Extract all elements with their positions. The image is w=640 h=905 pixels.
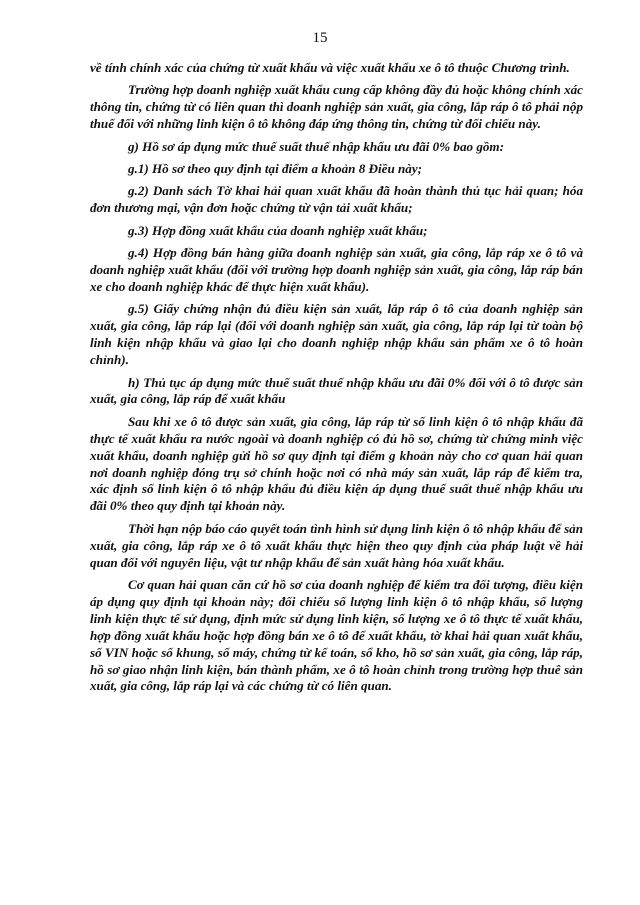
paragraph-after-production: Sau khi xe ô tô được sản xuất, gia công, lắp ráp từ số linh kiện ô tô nhập khẩu đã thực tế xuất khẩu ra nước ngoài và doanh nghiệp có đủ hồ sơ, chứng từ chứng minh việc xuất khẩu, doanh nghiệp gửi hồ sơ quy định tại điểm g khoản này cho cơ quan hải quan nơi doanh nghiệp đóng trụ sở chính hoặc nơi có nhà máy sản xuất, lắp ráp để kiểm tra, xác định số linh kiện ô tô nhập khẩu đủ điều kiện áp dụng thuế suất thuế nhập khẩu ưu đãi 0% theo quy định tại khoản này. — [90, 413, 583, 514]
paragraph-customs-verification: Cơ quan hải quan căn cứ hồ sơ của doanh nghiệp để kiểm tra đối tượng, điều kiện áp dụng quy định tại khoản này; đối chiếu số lượng linh kiện ô tô nhập khẩu, số lượng linh kiện thực tế sử dụng, định mức sử dụng linh kiện, số lượng xe ô tô thực tế xuất khẩu, hợp đồng xuất khẩu hoặc hợp đồng bán xe ô tô để xuất khẩu, tờ khai hải quan xuất khẩu, số VIN hoặc số khung, số máy, chứng từ kế toán, sổ kho, hồ sơ sản xuất, gia công, lắp ráp, hồ sơ giao nhận linh kiện, bán thành phẩm, xe ô tô hoàn chỉnh trong trường hợp thuê sản xuất, gia công, lắp ráp lại và các chứng từ có liên quan. — [90, 576, 583, 694]
page-number: 15 — [312, 30, 328, 46]
paragraph-g4: g.4) Hợp đồng bán hàng giữa doanh nghiệp sản xuất, gia công, lắp ráp xe ô tô và doanh nghiệp xuất khẩu (đối với trường hợp doanh nghiệp sản xuất, gia công, lắp ráp bán xe cho doanh nghiệp khác để thực hiện xuất khẩu). — [90, 245, 583, 294]
paragraph-g1: g.1) Hồ sơ theo quy định tại điểm a khoản 8 Điều này; — [128, 161, 423, 177]
paragraph-g2: g.2) Danh sách Tờ khai hải quan xuất khẩu đã hoàn thành thủ tục hải quan; hóa đơn thương mại, vận đơn hoặc chứng từ vận tải xuất khẩu; — [90, 183, 583, 216]
paragraph-g-heading: g) Hồ sơ áp dụng mức thuế suất thuế nhập khẩu ưu đãi 0% bao gồm: — [128, 138, 504, 154]
paragraph-continuation: về tính chính xác của chứng từ xuất khẩu và việc xuất khẩu xe ô tô thuộc Chương trình. — [90, 60, 570, 75]
document-body — [90, 60, 583, 701]
paragraph-g3: g.3) Hợp đồng xuất khẩu của doanh nghiệp xuất khẩu; — [128, 222, 428, 238]
paragraph-reporting-deadline: Thời hạn nộp báo cáo quyết toán tình hình sử dụng linh kiện ô tô nhập khẩu để sản xuất, gia công, lắp ráp xe ô tô xuất khẩu thực hiện theo quy định của pháp luật về hải quan đối với nguyên liệu, vật tư nhập khẩu để sản xuất hàng hóa xuất khẩu. — [90, 520, 583, 570]
paragraph-g5: g.5) Giấy chứng nhận đủ điều kiện sản xuất, lắp ráp ô tô của doanh nghiệp sản xuất, gia công, lắp ráp lại (đối với doanh nghiệp sản xuất, gia công, lắp ráp lại từ toàn bộ linh kiện nhập khẩu và giao lại cho doanh nghiệp nhập khẩu sản phẩm xe ô tô hoàn chỉnh). — [90, 301, 583, 368]
paragraph-incomplete-info: Trường hợp doanh nghiệp xuất khẩu cung cấp không đầy đủ hoặc không chính xác thông tin, chứng từ có liên quan thì doanh nghiệp sản xuất, gia công, lắp ráp ô tô phải nộp thuế đối với những linh kiện ô tô không đáp ứng thông tin, chứng từ đối chiếu này. — [90, 82, 583, 132]
paragraph-h-heading: h) Thủ tục áp dụng mức thuế suất thuế nhập khẩu ưu đãi 0% đối với ô tô được sản xuất, gia công, lắp ráp để xuất khẩu — [90, 374, 583, 407]
